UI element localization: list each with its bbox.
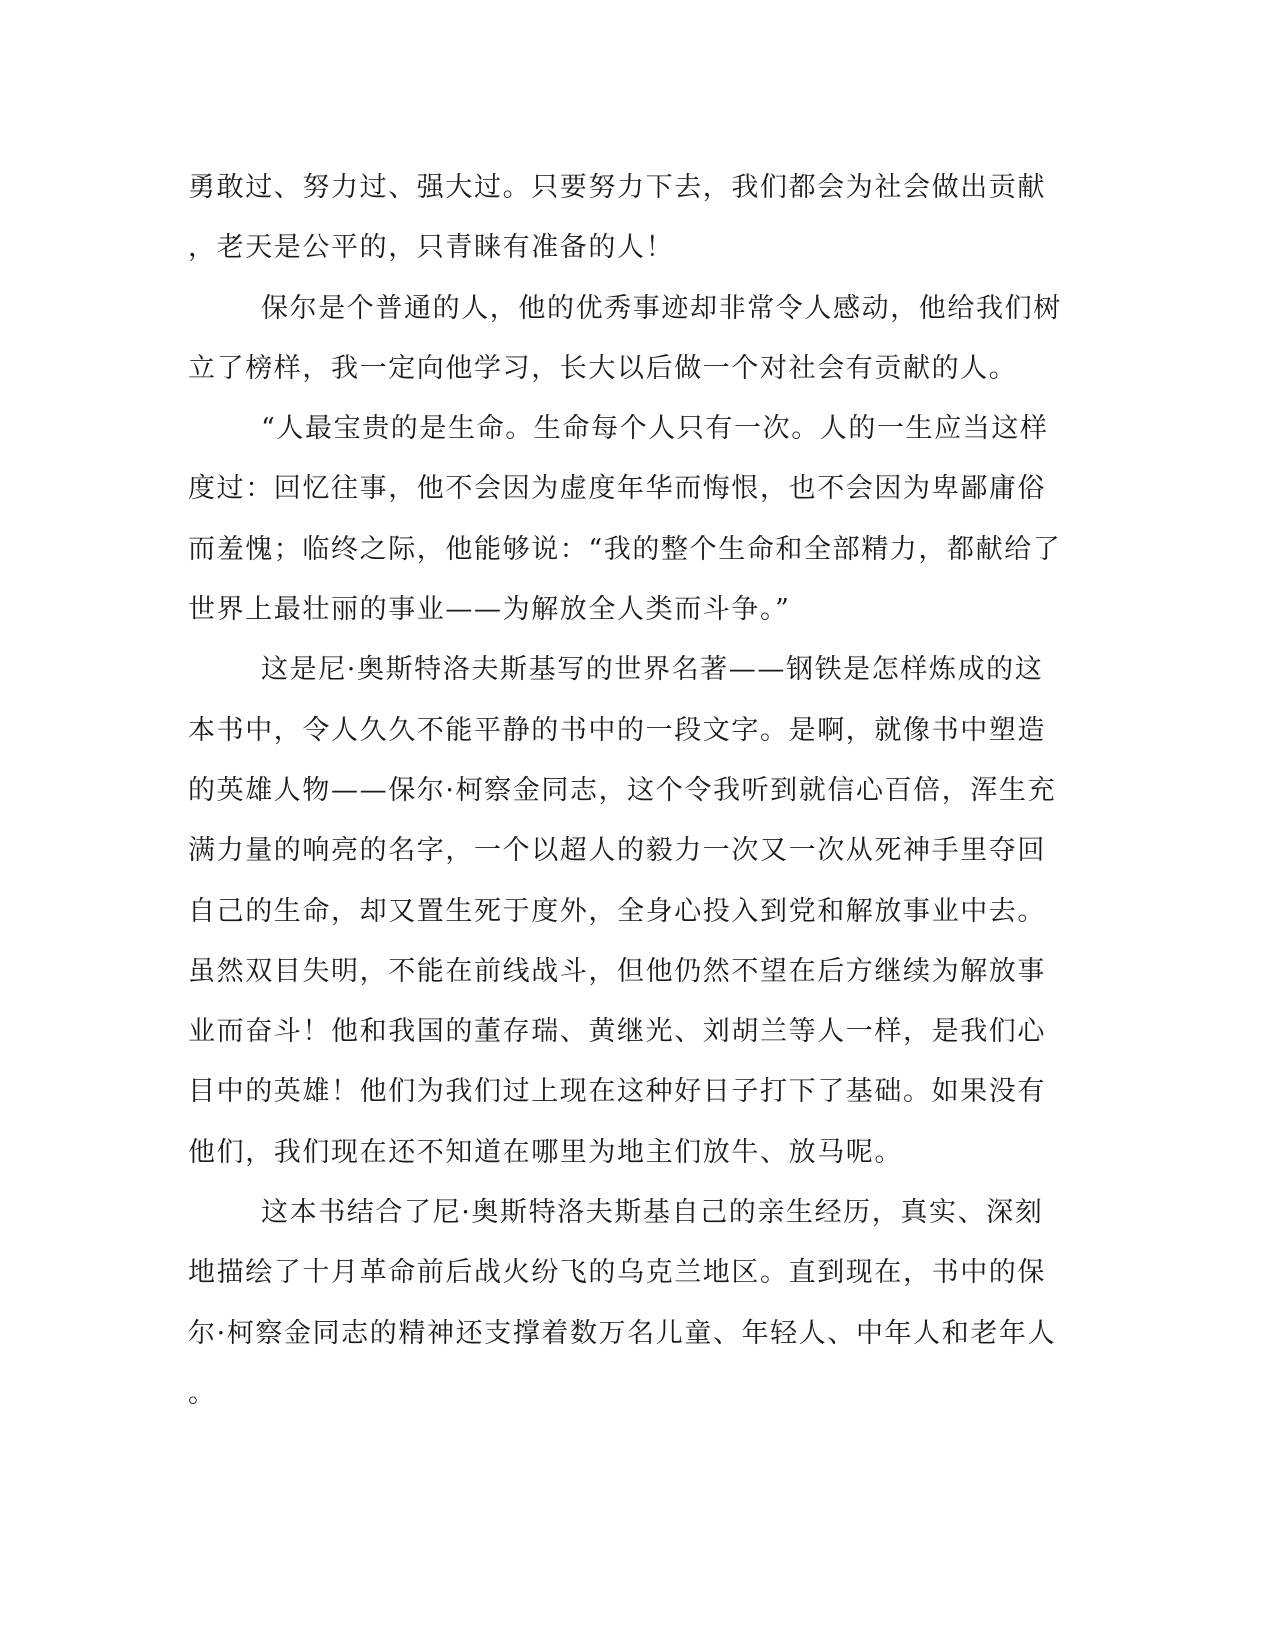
text-line: 目中的英雄！他们为我们过上现在这种好日子打下了基础。如果没有 bbox=[188, 1076, 1046, 1108]
text-line: 的英雄人物——保尔·柯察金同志，这个令我听到就信心百倍，浑生充 bbox=[188, 774, 1057, 806]
text-line: 尔·柯察金同志的精神还支撑着数万名儿童、年轻人、中年人和老年人 bbox=[188, 1317, 1057, 1349]
text-line: 他们，我们现在还不知道在哪里为地主们放牛、放马呢。 bbox=[188, 1136, 903, 1168]
text-line: 业而奋斗！他和我国的董存瑞、黄继光、刘胡兰等人一样，是我们心 bbox=[188, 1016, 1046, 1048]
paragraph-first-line: 这本书结合了尼·奥斯特洛夫斯基自己的亲生经历，真实、深刻 bbox=[261, 1197, 1044, 1229]
text-line: 勇敢过、努力过、强大过。只要努力下去，我们都会为社会做出贡献 bbox=[188, 172, 1046, 203]
body-text bbox=[188, 158, 1073, 1424]
text-line: 而羞愧；临终之际，他能够说：“我的整个生命和全部精力，都献给了 bbox=[188, 533, 1062, 565]
text-line: 自己的生命，却又置生死于度外，全身心投入到党和解放事业中去。 bbox=[188, 895, 1046, 927]
text-line: 满力量的响亮的名字，一个以超人的毅力一次又一次从死神手里夺回 bbox=[188, 835, 1046, 867]
text-line: 本书中，令人久久不能平静的书中的一段文字。是啊，就像书中塑造 bbox=[188, 714, 1046, 746]
text-line: ，老天是公平的，只青睐有准备的人！ bbox=[188, 232, 675, 264]
text-line: 虽然双目失明，不能在前线战斗，但他仍然不望在后方继续为解放事 bbox=[188, 955, 1046, 987]
text-line: 度过：回忆往事，他不会因为虚度年华而悔恨，也不会因为卑鄙庸俗 bbox=[188, 473, 1046, 505]
paragraph-first-line: “人最宝贵的是生命。生命每个人只有一次。人的一生应当这样 bbox=[261, 413, 1049, 445]
text-line: 世界上最壮丽的事业——为解放全人类而斗争。” bbox=[188, 594, 791, 626]
paragraph-first-line: 这是尼·奥斯特洛夫斯基写的世界名著——钢铁是怎样炼成的这 bbox=[261, 654, 1044, 686]
paragraph-first-line: 保尔是个普通的人，他的优秀事迹却非常令人感动，他给我们树 bbox=[261, 292, 1062, 324]
text-line: 。 bbox=[188, 1377, 217, 1409]
text-line: 地描绘了十月革命前后战火纷飞的乌克兰地区。直到现在，书中的保 bbox=[188, 1257, 1046, 1289]
text-line: 立了榜样，我一定向他学习，长大以后做一个对社会有贡献的人。 bbox=[188, 352, 1018, 384]
